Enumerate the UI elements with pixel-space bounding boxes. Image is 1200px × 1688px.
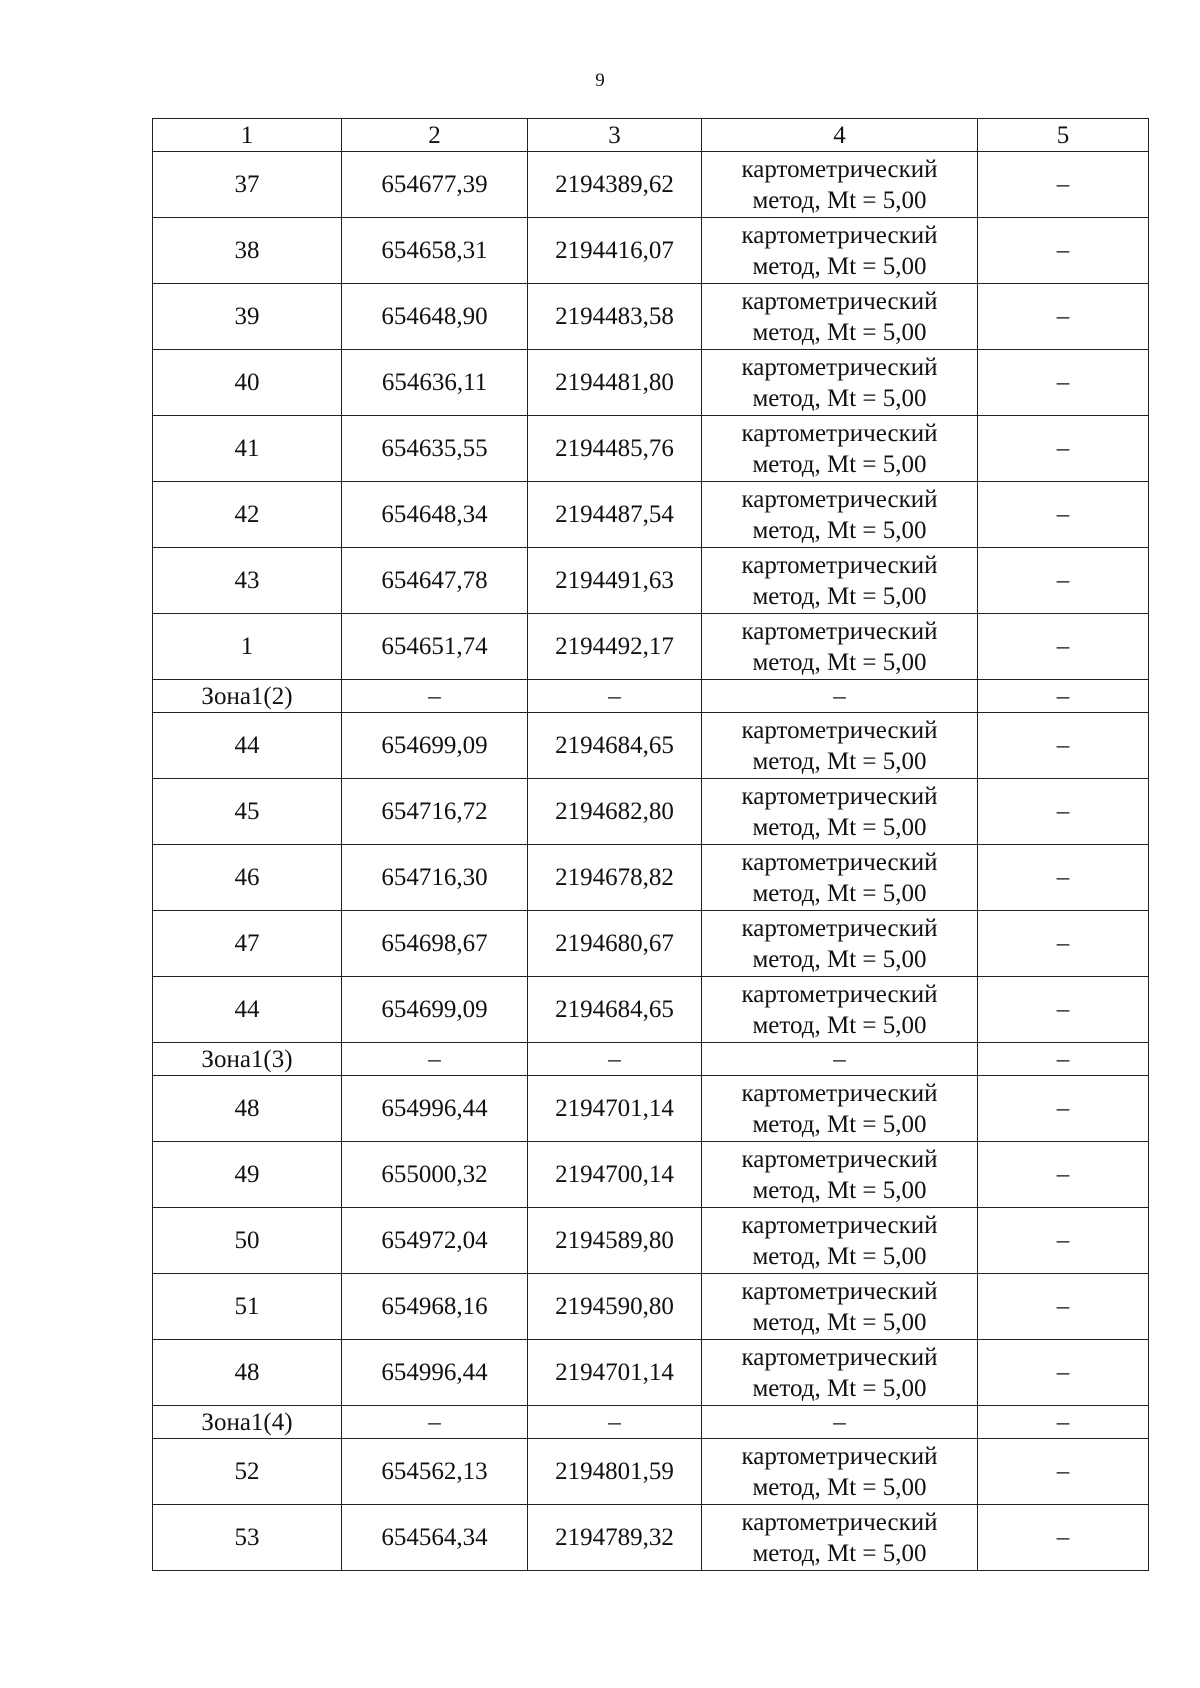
zone-row bbox=[153, 1043, 1149, 1076]
coordinate-y: 2194487,54 bbox=[528, 482, 702, 548]
method-line: метод, Mt = 5,00 bbox=[752, 1473, 927, 1501]
method-line: картометрический bbox=[741, 1343, 938, 1371]
note-cell: – bbox=[978, 218, 1149, 284]
note-cell: – bbox=[978, 416, 1149, 482]
coordinate-y: 2194680,67 bbox=[528, 911, 702, 977]
method-line: картометрический bbox=[741, 782, 938, 810]
point-row bbox=[153, 779, 1149, 845]
coordinate-y: 2194801,59 bbox=[528, 1439, 702, 1505]
method-line: картометрический bbox=[741, 1145, 938, 1173]
method-line: метод, Mt = 5,00 bbox=[752, 516, 927, 544]
method-line: метод, Mt = 5,00 bbox=[752, 1539, 927, 1567]
column-header-3: 3 bbox=[528, 119, 702, 152]
zone-cell-2: – bbox=[342, 680, 528, 713]
column-header-4: 4 bbox=[702, 119, 978, 152]
note-cell: – bbox=[978, 548, 1149, 614]
method-line: картометрический bbox=[741, 980, 938, 1008]
method-line: картометрический bbox=[741, 221, 938, 249]
zone-label: Зона1(3) bbox=[153, 1043, 342, 1076]
coordinate-y: 2194483,58 bbox=[528, 284, 702, 350]
method-line: картометрический bbox=[741, 419, 938, 447]
point-row bbox=[153, 416, 1149, 482]
method-line: метод, Mt = 5,00 bbox=[752, 384, 927, 412]
method-line: картометрический bbox=[741, 1508, 938, 1536]
note-cell: – bbox=[978, 977, 1149, 1043]
point-id: 42 bbox=[153, 482, 342, 548]
coordinate-x: 654716,72 bbox=[342, 779, 528, 845]
method-cell bbox=[702, 1142, 978, 1208]
coordinate-y: 2194389,62 bbox=[528, 152, 702, 218]
coordinate-x: 654636,11 bbox=[342, 350, 528, 416]
point-id: 51 bbox=[153, 1274, 342, 1340]
method-cell bbox=[702, 548, 978, 614]
method-cell bbox=[702, 218, 978, 284]
coordinates-table-body bbox=[153, 119, 1149, 1571]
coordinate-x: 655000,32 bbox=[342, 1142, 528, 1208]
note-cell: – bbox=[978, 911, 1149, 977]
note-cell: – bbox=[978, 284, 1149, 350]
point-row bbox=[153, 218, 1149, 284]
method-cell bbox=[702, 284, 978, 350]
method-line: метод, Mt = 5,00 bbox=[752, 252, 927, 280]
method-cell bbox=[702, 977, 978, 1043]
point-row bbox=[153, 284, 1149, 350]
zone-cell-3: – bbox=[528, 680, 702, 713]
point-id: 45 bbox=[153, 779, 342, 845]
point-id: 38 bbox=[153, 218, 342, 284]
point-row bbox=[153, 1274, 1149, 1340]
coordinate-y: 2194700,14 bbox=[528, 1142, 702, 1208]
coordinate-x: 654635,55 bbox=[342, 416, 528, 482]
method-line: метод, Mt = 5,00 bbox=[752, 450, 927, 478]
point-row bbox=[153, 713, 1149, 779]
zone-row bbox=[153, 680, 1149, 713]
method-line: картометрический bbox=[741, 551, 938, 579]
point-id: 40 bbox=[153, 350, 342, 416]
point-id: 53 bbox=[153, 1505, 342, 1571]
point-row bbox=[153, 911, 1149, 977]
method-cell bbox=[702, 713, 978, 779]
zone-cell-3: – bbox=[528, 1406, 702, 1439]
page-number: 9 bbox=[595, 70, 605, 91]
point-row bbox=[153, 614, 1149, 680]
zone-cell-2: – bbox=[342, 1406, 528, 1439]
column-header-1: 1 bbox=[153, 119, 342, 152]
point-id: 48 bbox=[153, 1340, 342, 1406]
zone-cell-5: – bbox=[978, 680, 1149, 713]
point-row bbox=[153, 482, 1149, 548]
note-cell: – bbox=[978, 1340, 1149, 1406]
method-cell bbox=[702, 416, 978, 482]
zone-label: Зона1(4) bbox=[153, 1406, 342, 1439]
method-line: картометрический bbox=[741, 485, 938, 513]
note-cell: – bbox=[978, 152, 1149, 218]
method-line: картометрический bbox=[741, 353, 938, 381]
point-id: 46 bbox=[153, 845, 342, 911]
coordinate-y: 2194684,65 bbox=[528, 977, 702, 1043]
point-id: 39 bbox=[153, 284, 342, 350]
note-cell: – bbox=[978, 1142, 1149, 1208]
note-cell: – bbox=[978, 614, 1149, 680]
method-line: картометрический bbox=[741, 1079, 938, 1107]
coordinate-x: 654698,67 bbox=[342, 911, 528, 977]
point-row bbox=[153, 152, 1149, 218]
note-cell: – bbox=[978, 1505, 1149, 1571]
coordinate-y: 2194590,80 bbox=[528, 1274, 702, 1340]
point-row bbox=[153, 845, 1149, 911]
note-cell: – bbox=[978, 1208, 1149, 1274]
column-header-2: 2 bbox=[342, 119, 528, 152]
method-line: картометрический bbox=[741, 716, 938, 744]
coordinates-table bbox=[152, 118, 1149, 1571]
note-cell: – bbox=[978, 1439, 1149, 1505]
method-line: картометрический bbox=[741, 1277, 938, 1305]
method-line: метод, Mt = 5,00 bbox=[752, 1176, 927, 1204]
coordinate-x: 654651,74 bbox=[342, 614, 528, 680]
method-line: метод, Mt = 5,00 bbox=[752, 318, 927, 346]
point-row bbox=[153, 1208, 1149, 1274]
point-id: 43 bbox=[153, 548, 342, 614]
method-line: картометрический bbox=[741, 1442, 938, 1470]
method-line: картометрический bbox=[741, 1211, 938, 1239]
coordinate-y: 2194589,80 bbox=[528, 1208, 702, 1274]
point-id: 41 bbox=[153, 416, 342, 482]
point-row bbox=[153, 1142, 1149, 1208]
coordinate-y: 2194491,63 bbox=[528, 548, 702, 614]
zone-cell-4: – bbox=[702, 680, 978, 713]
coordinate-y: 2194684,65 bbox=[528, 713, 702, 779]
method-cell bbox=[702, 1076, 978, 1142]
coordinate-y: 2194485,76 bbox=[528, 416, 702, 482]
method-cell bbox=[702, 1340, 978, 1406]
zone-cell-4: – bbox=[702, 1406, 978, 1439]
method-cell bbox=[702, 779, 978, 845]
column-header-5: 5 bbox=[978, 119, 1149, 152]
coordinate-x: 654562,13 bbox=[342, 1439, 528, 1505]
coordinate-x: 654677,39 bbox=[342, 152, 528, 218]
method-line: метод, Mt = 5,00 bbox=[752, 1110, 927, 1138]
method-cell bbox=[702, 845, 978, 911]
coordinate-x: 654716,30 bbox=[342, 845, 528, 911]
zone-label: Зона1(2) bbox=[153, 680, 342, 713]
point-id: 48 bbox=[153, 1076, 342, 1142]
method-cell bbox=[702, 350, 978, 416]
coordinate-x: 654648,90 bbox=[342, 284, 528, 350]
method-line: метод, Mt = 5,00 bbox=[752, 945, 927, 973]
method-cell bbox=[702, 1208, 978, 1274]
zone-cell-3: – bbox=[528, 1043, 702, 1076]
point-id: 49 bbox=[153, 1142, 342, 1208]
method-cell bbox=[702, 614, 978, 680]
coordinate-x: 654699,09 bbox=[342, 713, 528, 779]
point-id: 47 bbox=[153, 911, 342, 977]
method-line: метод, Mt = 5,00 bbox=[752, 1242, 927, 1270]
method-line: метод, Mt = 5,00 bbox=[752, 1011, 927, 1039]
coordinate-x: 654658,31 bbox=[342, 218, 528, 284]
coordinate-y: 2194481,80 bbox=[528, 350, 702, 416]
method-line: метод, Mt = 5,00 bbox=[752, 648, 927, 676]
method-line: картометрический bbox=[741, 155, 938, 183]
point-id: 1 bbox=[153, 614, 342, 680]
point-row bbox=[153, 1505, 1149, 1571]
point-row bbox=[153, 548, 1149, 614]
zone-cell-4: – bbox=[702, 1043, 978, 1076]
coordinate-y: 2194492,17 bbox=[528, 614, 702, 680]
coordinate-y: 2194678,82 bbox=[528, 845, 702, 911]
coordinate-x: 654564,34 bbox=[342, 1505, 528, 1571]
note-cell: – bbox=[978, 779, 1149, 845]
coordinate-x: 654699,09 bbox=[342, 977, 528, 1043]
coordinate-y: 2194789,32 bbox=[528, 1505, 702, 1571]
note-cell: – bbox=[978, 1274, 1149, 1340]
note-cell: – bbox=[978, 350, 1149, 416]
method-cell bbox=[702, 152, 978, 218]
point-row bbox=[153, 1439, 1149, 1505]
coordinate-x: 654996,44 bbox=[342, 1340, 528, 1406]
method-line: метод, Mt = 5,00 bbox=[752, 747, 927, 775]
method-line: метод, Mt = 5,00 bbox=[752, 813, 927, 841]
coordinate-x: 654972,04 bbox=[342, 1208, 528, 1274]
point-id: 52 bbox=[153, 1439, 342, 1505]
zone-cell-5: – bbox=[978, 1043, 1149, 1076]
method-line: метод, Mt = 5,00 bbox=[752, 582, 927, 610]
method-cell bbox=[702, 911, 978, 977]
point-row bbox=[153, 1340, 1149, 1406]
zone-cell-2: – bbox=[342, 1043, 528, 1076]
point-id: 50 bbox=[153, 1208, 342, 1274]
coordinate-y: 2194701,14 bbox=[528, 1340, 702, 1406]
method-cell bbox=[702, 482, 978, 548]
point-row bbox=[153, 1076, 1149, 1142]
method-line: метод, Mt = 5,00 bbox=[752, 1374, 927, 1402]
coordinate-x: 654648,34 bbox=[342, 482, 528, 548]
coordinate-x: 654968,16 bbox=[342, 1274, 528, 1340]
method-cell bbox=[702, 1505, 978, 1571]
point-id: 44 bbox=[153, 977, 342, 1043]
zone-row bbox=[153, 1406, 1149, 1439]
method-line: метод, Mt = 5,00 bbox=[752, 186, 927, 214]
note-cell: – bbox=[978, 845, 1149, 911]
method-line: картометрический bbox=[741, 914, 938, 942]
note-cell: – bbox=[978, 482, 1149, 548]
method-line: картометрический bbox=[741, 848, 938, 876]
zone-cell-5: – bbox=[978, 1406, 1149, 1439]
coordinate-y: 2194701,14 bbox=[528, 1076, 702, 1142]
coordinate-y: 2194682,80 bbox=[528, 779, 702, 845]
method-line: метод, Mt = 5,00 bbox=[752, 1308, 927, 1336]
coordinate-x: 654647,78 bbox=[342, 548, 528, 614]
point-id: 44 bbox=[153, 713, 342, 779]
method-line: метод, Mt = 5,00 bbox=[752, 879, 927, 907]
note-cell: – bbox=[978, 713, 1149, 779]
point-row bbox=[153, 350, 1149, 416]
point-row bbox=[153, 977, 1149, 1043]
column-header-row bbox=[153, 119, 1149, 152]
method-line: картометрический bbox=[741, 617, 938, 645]
method-cell bbox=[702, 1274, 978, 1340]
point-id: 37 bbox=[153, 152, 342, 218]
coordinate-y: 2194416,07 bbox=[528, 218, 702, 284]
method-line: картометрический bbox=[741, 287, 938, 315]
method-cell bbox=[702, 1439, 978, 1505]
coordinate-x: 654996,44 bbox=[342, 1076, 528, 1142]
note-cell: – bbox=[978, 1076, 1149, 1142]
